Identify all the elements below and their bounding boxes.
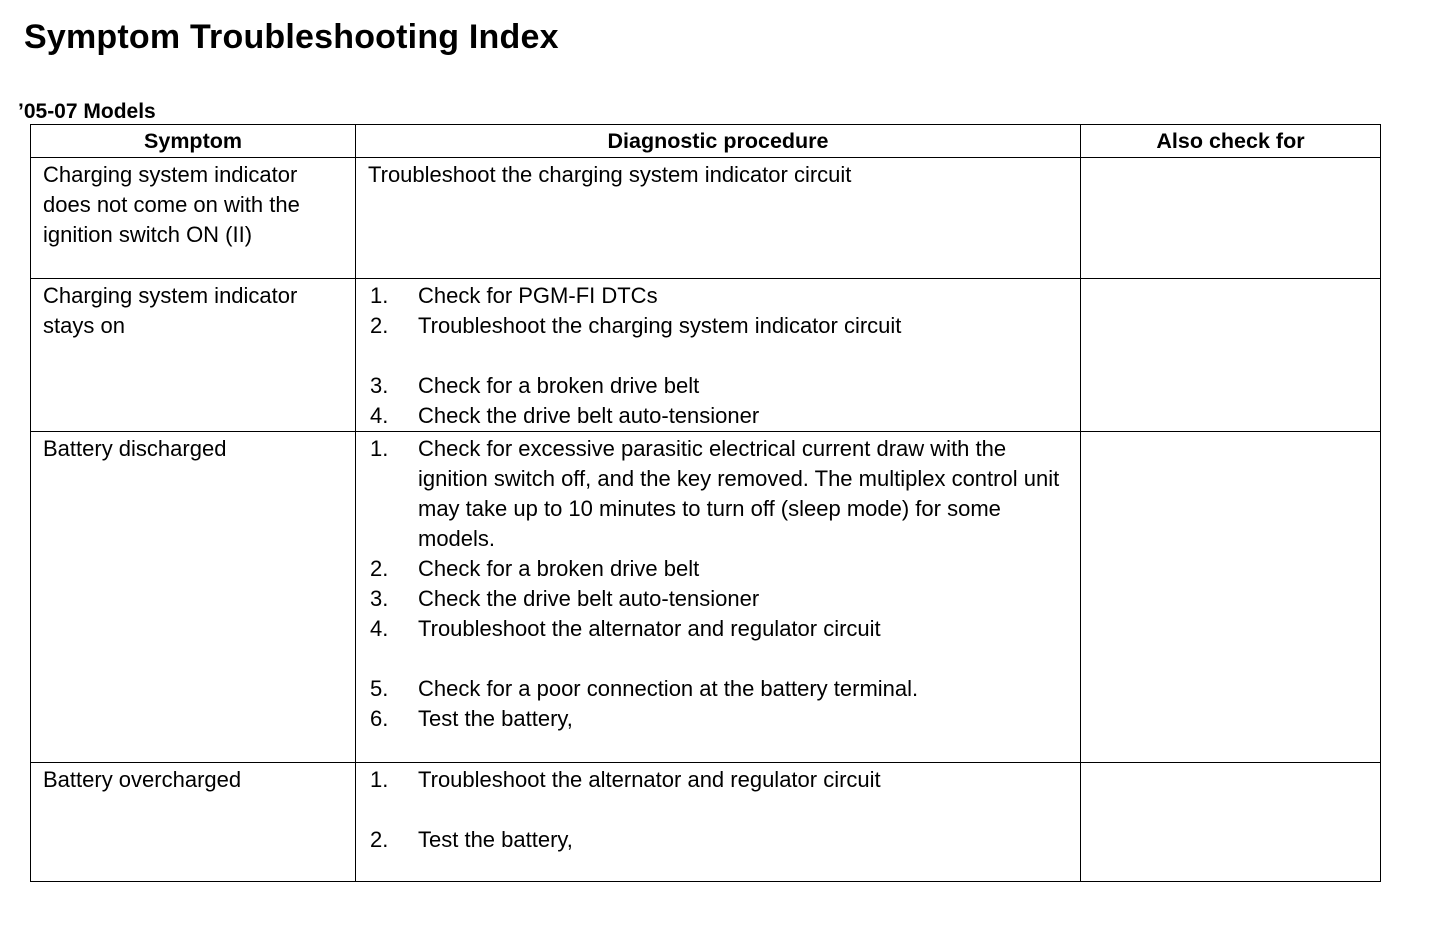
step-text: Troubleshoot the alternator and regulator circuit [418, 767, 881, 792]
symptom-cell [31, 432, 356, 763]
step-number: 2. [370, 556, 389, 581]
also-check-text [1081, 158, 1380, 160]
table-header-row [31, 125, 1381, 158]
procedure-step [370, 554, 1070, 584]
step-number: 1. [370, 767, 389, 792]
procedure-step [370, 704, 1070, 734]
step-text: Check for a broken drive belt [418, 373, 700, 398]
header-diagnostic-procedure: Diagnostic procedure [356, 125, 1081, 158]
step-number: 1. [370, 436, 389, 461]
symptom-cell [31, 279, 356, 432]
procedure-step [370, 434, 1070, 554]
step-text: Check for excessive parasitic electrical current draw with the ignition switch off, and the key removed. The multiplex control unit may take up to 10 minutes to turn off (sleep mode) for some models. [418, 436, 1060, 551]
step-number: 2. [370, 827, 389, 852]
procedure-step [370, 311, 1070, 341]
header-symptom: Symptom [31, 125, 356, 158]
step-number: 4. [370, 616, 389, 641]
table-row [31, 279, 1381, 432]
step-text: Check the drive belt auto-tensioner [418, 403, 760, 428]
step-text: Check the drive belt auto-tensioner [418, 586, 760, 611]
also-check-text [1081, 432, 1380, 434]
step-text: Test the battery, [418, 706, 573, 731]
procedure-step [370, 584, 1070, 614]
procedure-step [370, 371, 1070, 401]
step-number: 3. [370, 373, 389, 398]
step-number: 1. [370, 283, 389, 308]
symptom-cell [31, 158, 356, 279]
step-text: Test the battery, [418, 827, 573, 852]
also-check-cell [1081, 279, 1381, 432]
procedure-step [370, 281, 1070, 311]
table-row [31, 158, 1381, 279]
procedure-step [370, 614, 1070, 644]
procedure-steps [356, 279, 1080, 431]
procedure-step [370, 765, 1070, 795]
procedure-steps [356, 763, 1080, 855]
table-row [31, 763, 1381, 882]
symptom-text: Charging system indicator stays on [43, 283, 298, 338]
also-check-cell [1081, 158, 1381, 279]
page-title: Symptom Troubleshooting Index [24, 18, 559, 56]
procedure-step [370, 825, 1070, 855]
procedure-step [370, 674, 1070, 704]
table-row [31, 432, 1381, 763]
procedure-cell [356, 432, 1081, 763]
procedure-cell [356, 158, 1081, 279]
models-subtitle: ’05-07 Models [18, 100, 156, 123]
procedure-cell [356, 763, 1081, 882]
step-text: Troubleshoot the charging system indicator circuit [418, 313, 902, 338]
procedure-step [370, 401, 1070, 431]
also-check-cell [1081, 763, 1381, 882]
step-text: Check for a broken drive belt [418, 556, 700, 581]
also-check-cell [1081, 432, 1381, 763]
header-also-check-for: Also check for [1081, 125, 1381, 158]
step-number: 3. [370, 586, 389, 611]
symptom-text: Battery overcharged [43, 767, 242, 792]
step-number: 5. [370, 676, 389, 701]
step-number: 6. [370, 706, 389, 731]
symptom-cell [31, 763, 356, 882]
step-number: 2. [370, 313, 389, 338]
symptom-text: Charging system indicator does not come on with the ignition switch ON (II) [43, 162, 300, 247]
procedure-text: Troubleshoot the charging system indicator circuit [368, 162, 852, 187]
step-text: Check for a poor connection at the battery terminal. [418, 676, 919, 701]
procedure-steps [356, 432, 1080, 734]
also-check-text [1081, 763, 1380, 765]
step-text: Check for PGM-FI DTCs [418, 283, 658, 308]
symptom-troubleshooting-table [30, 124, 1381, 882]
procedure-cell [356, 279, 1081, 432]
step-number: 4. [370, 403, 389, 428]
step-text: Troubleshoot the alternator and regulator circuit [418, 616, 881, 641]
symptom-text: Battery discharged [43, 436, 227, 461]
also-check-text [1081, 279, 1380, 281]
